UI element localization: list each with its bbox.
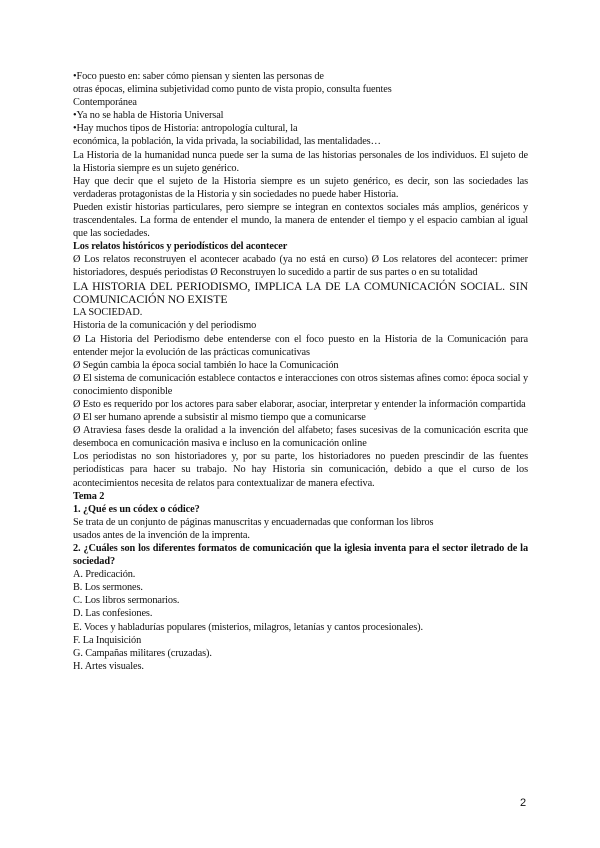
paragraph: Los periodistas no son historiadores y, por su parte, los historiadores no pueden prescindir de las fuentes periodísticas para hacer su trabajo. No hay Historia sin comunicación, debido a que el curso de los acontecimientos necesita de relatos para contextualizar de manera efectiva. xyxy=(73,451,528,489)
answer-line: usados antes de la invención de la imprenta. xyxy=(73,529,250,541)
paragraph: Pueden existir historias particulares, pero siempre se integran en contextos sociales más amplios, genéricos y trascendentales. La forma de entender el mundo, la manera de entender el tiempo y el espacio cambian al igual que las sociedades. xyxy=(73,201,528,240)
list-item: G. Campañas militares (cruzadas). xyxy=(73,647,212,659)
list-item: E. Voces y habladurías populares (misterios, milagros, letanías y cantos procesionales). xyxy=(73,621,423,633)
bullet-line: •Hay muchos tipos de Historia: antropología cultural, la xyxy=(73,123,298,135)
list-item: Ø Según cambia la época social también lo hace la Comunicación xyxy=(73,359,339,371)
list-item: F. La Inquisición xyxy=(73,634,142,646)
list-item: B. Los sermones. xyxy=(73,582,143,594)
list-item: Ø El sistema de comunicación establece contactos e interacciones con otros sistemas afines como: época social y conocimiento disponible xyxy=(73,372,528,397)
paragraph: Ø Los relatos reconstruyen el acontecer acabado (ya no está en curso) Ø Los relatores del acontecer: primer historiadores, después periodistas Ø Reconstruyen lo sucedido a partir de sus partes o en su totalidad xyxy=(73,254,528,279)
bullet-line: •Ya no se habla de Historia Universal xyxy=(73,110,224,122)
text-line: Contemporánea xyxy=(73,97,137,109)
section-heading-tema: Tema 2 xyxy=(73,490,105,502)
subheading: Historia de la comunicación y del periodismo xyxy=(73,320,257,332)
document-body xyxy=(73,70,528,673)
text-line: económica, la población, la vida privada, la sociabilidad, las mentalidades… xyxy=(73,136,381,148)
page-number: 2 xyxy=(520,797,527,809)
list-item: D. Las confesiones. xyxy=(73,608,153,620)
text-line: otras épocas, elimina subjetividad como punto de vista propio, consulta fuentes xyxy=(73,84,392,96)
list-item: H. Artes visuales. xyxy=(73,660,144,672)
list-item: Ø Atraviesa fases desde la oralidad a la invención del alfabeto; fases sucesivas de la comunicación escrita que desemboca en comunicación masiva e incluso en la comunicación online xyxy=(73,425,528,450)
paragraph: La Historia de la humanidad nunca puede ser la suma de las historias personales de los individuos. El sujeto de la Historia siempre es un sujeto genérico. xyxy=(73,149,528,174)
answer-line: Se trata de un conjunto de páginas manuscritas y encuadernadas que conforman los libros xyxy=(73,516,434,528)
list-item: Ø Esto es requerido por los actores para saber elaborar, asociar, interpretar y entender la información compartida xyxy=(73,398,526,410)
paragraph: Hay que decir que el sujeto de la Historia siempre es un sujeto genérico, es decir, son las sociedades las verdaderas protagonistas de la Historia y sin sociedades no puede haber Historia. xyxy=(73,175,528,200)
uppercase-statement-end: LA SOCIEDAD. xyxy=(73,307,143,319)
uppercase-statement: LA HISTORIA DEL PERIODISMO, IMPLICA LA DE LA COMUNICACIÓN SOCIAL. SIN COMUNICACIÓN NO EXISTE xyxy=(73,278,528,306)
paragraph: Ø La Historia del Periodismo debe entenderse con el foco puesto en la Historia de la Comunicación para entender mejor la evolución de las prácticas comunicativas xyxy=(73,333,528,358)
bullet-line: •Foco puesto en: saber cómo piensan y sienten las personas de xyxy=(73,71,324,82)
question-heading: 1. ¿Qué es un códex o códice? xyxy=(73,503,200,515)
question-heading: 2. ¿Cuáles son los diferentes formatos de comunicación que la iglesia inventa para el sector iletrado de la sociedad? xyxy=(73,543,528,568)
list-item: C. Los libros sermonarios. xyxy=(73,595,180,607)
list-item: Ø El ser humano aprende a subsistir al mismo tiempo que a comunicarse xyxy=(73,412,366,424)
list-item: A. Predicación. xyxy=(73,569,136,581)
section-heading: Los relatos históricos y periodísticos del acontecer xyxy=(73,241,288,253)
